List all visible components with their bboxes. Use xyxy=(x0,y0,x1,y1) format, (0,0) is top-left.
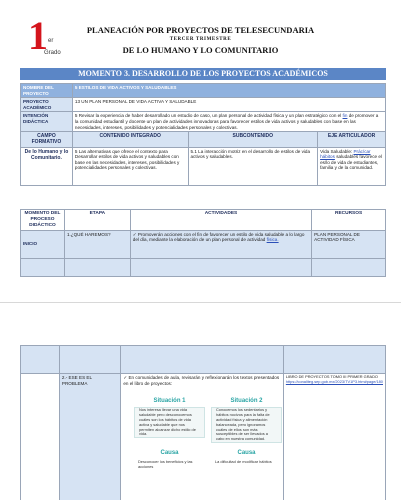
actividad-1 xyxy=(130,230,311,258)
situacion-1 xyxy=(134,398,205,438)
empty-cell xyxy=(312,258,386,276)
intencion-link-fin[interactable]: fin xyxy=(342,113,348,119)
contenido-value: 5 Las alternativas que ofrece el contexto para Desarrollar estilos de vida activos y saludables con base en las necesidades, intereses, posibilidades y potencialidades personales y colectivas. xyxy=(72,147,188,185)
intencion-value xyxy=(72,112,385,132)
campo-heading: DE LO HUMANO Y LO COMUNITARIO xyxy=(122,45,279,55)
empty-cell xyxy=(283,346,385,374)
causa-1-title: Causa xyxy=(160,450,179,456)
project-info-table xyxy=(20,83,386,186)
empty-cell xyxy=(121,346,284,374)
situacion-1-text: Nos interesa llevar una vida saludable pero desconocemos cuáles son los hábitos de vida activa y saludable que nos permiten alcanzar dicho estilo de vida. xyxy=(134,407,205,438)
table-row xyxy=(21,258,386,276)
document-title: PLANEACIÓN POR PROYECTOS DE TELESECUNDARIA xyxy=(86,25,315,35)
nombre-label: NOMBRE DEL PROYECTO xyxy=(21,84,73,98)
empty-cell xyxy=(21,346,60,374)
logo-number: 1 xyxy=(28,13,48,58)
nombre-value: 5 ESTILOS DE VIDA ACTIVOS Y SALUDABLES xyxy=(72,84,385,98)
col-contenido: CONTENIDO INTEGRADO xyxy=(72,132,188,147)
table-row xyxy=(21,84,386,98)
empty-cell xyxy=(130,258,311,276)
table-header-row xyxy=(21,132,386,147)
logo-grado: Grado xyxy=(44,50,61,56)
col-recursos: RECURSOS xyxy=(312,210,386,231)
intencion-text-2: de promover a la comunidad estudiantil y docente un plan de actividades innovadoras para favorecer estilos de vida activos y saludables con base en las necesidades, intereses, posibilidades y potencialidades personales y colectivas. xyxy=(74,113,379,130)
actividad-2-text: En comunidades de aula, revisarán y reflexionarán los textos presentados en el libro de proyectos: xyxy=(123,375,280,386)
col-actividades: ACTIVIDADES xyxy=(130,210,311,231)
col-momento: MOMENTO DEL PROCESO DIDÁCTICO xyxy=(21,210,65,231)
logo-superscript: er xyxy=(48,38,54,44)
actividad-1-link[interactable]: física. xyxy=(266,237,279,243)
situacion-2-text: Conocemos los sedentarios y hábitos nocivos para la falta de actividad física y alimentación balanceada, pero ignoramos cuáles de ellos son más susceptibles de ser llevados a cabo en nuestra comunidad. xyxy=(211,407,282,443)
col-subcontenido: SUBCONTENIDO xyxy=(188,132,318,147)
causa-2-title: Causa xyxy=(237,450,256,456)
recurso-2-text: LIBRO DE PROYECTOS TOMO III PRIMER GRADO xyxy=(285,374,378,379)
section-banner: MOMENTO 3. DESARROLLO DE LOS PROYECTOS ACADÉMICOS xyxy=(20,68,386,80)
recurso-2 xyxy=(283,374,385,500)
etapa-2: 2.- ESE ES EL PROBLEMA xyxy=(59,374,120,500)
recurso-2-link[interactable]: https://conaliteg.sep.gob.mx/2023/TV1P3.htm#page/180 xyxy=(285,378,383,384)
table-row xyxy=(21,112,386,132)
table-row xyxy=(21,230,386,258)
page-divider xyxy=(0,302,401,303)
table-row xyxy=(21,147,386,185)
eje-link-practicar[interactable]: Prác/car xyxy=(353,148,371,154)
col-campo: CAMPO FORMATIVO xyxy=(21,132,73,147)
check-icon: ✓ xyxy=(123,375,128,380)
causa-2-text: La dificultad de modificar hábitos xyxy=(215,459,272,464)
eje-value xyxy=(318,147,386,185)
situacion-1-title: Situación 1 xyxy=(153,398,186,404)
etapa-1: 1.¿QUÉ HAREMOS? xyxy=(64,230,130,258)
proyecto-label: PROYECTO ACADÉMICO xyxy=(21,98,73,112)
trimestre-label: TERCER TRIMESTRE xyxy=(169,37,232,42)
situacion-2-title: Situación 2 xyxy=(230,398,263,404)
actividad-1-text: Promoverán acciones con el fin de favorecer un estilo de vida saludable a lo largo del día, mediante la elaboración de un plan personal de actividad xyxy=(132,231,305,243)
momento-inicio: INICIO xyxy=(21,230,65,258)
campo-value: De lo Humano y lo Comunitario. xyxy=(21,147,73,185)
situaciones-figure xyxy=(134,398,282,478)
causa-1-text: Desconocer los beneficios y las acciones xyxy=(138,459,193,469)
proyecto-value: 13 UN PLAN PERSONAL DE VIDA ACTIVA Y SALUDABLE xyxy=(72,98,385,112)
eje-link-habitos[interactable]: hábitos xyxy=(320,154,335,160)
empty-cell xyxy=(59,346,120,374)
col-eje: EJE ARTICULADOR xyxy=(318,132,386,147)
situacion-2 xyxy=(211,398,282,443)
intencion-label: INTENCIÓN DIDÁCTICA xyxy=(21,112,73,132)
table-header-row xyxy=(21,210,386,231)
table-row xyxy=(21,98,386,112)
activities-table xyxy=(20,209,386,277)
table-row xyxy=(21,346,386,374)
col-etapa: ETAPA xyxy=(64,210,130,231)
eje-text-1: Vida Saludable: xyxy=(320,148,353,154)
empty-cell xyxy=(21,374,60,500)
recurso-1: PLAN PERSONAL DE ACTIVIDAD FÍSICA xyxy=(312,230,386,258)
empty-cell xyxy=(64,258,130,276)
check-icon: ✓ xyxy=(132,231,137,237)
subcontenido-value: 5.1 La interacción motriz en el desarrollo de estilos de vida activos y saludables. xyxy=(188,147,318,185)
intencion-text-1: 5 Revisar la experiencia de haber desarrollado un estudio de caso, un plan personal de actividad física y un plan estratégico con el xyxy=(74,113,342,119)
eje-text-2: saludables favorece el es/lo de vida de estudiantes, familia y de la comunidad. xyxy=(320,154,382,171)
empty-cell xyxy=(21,258,65,276)
